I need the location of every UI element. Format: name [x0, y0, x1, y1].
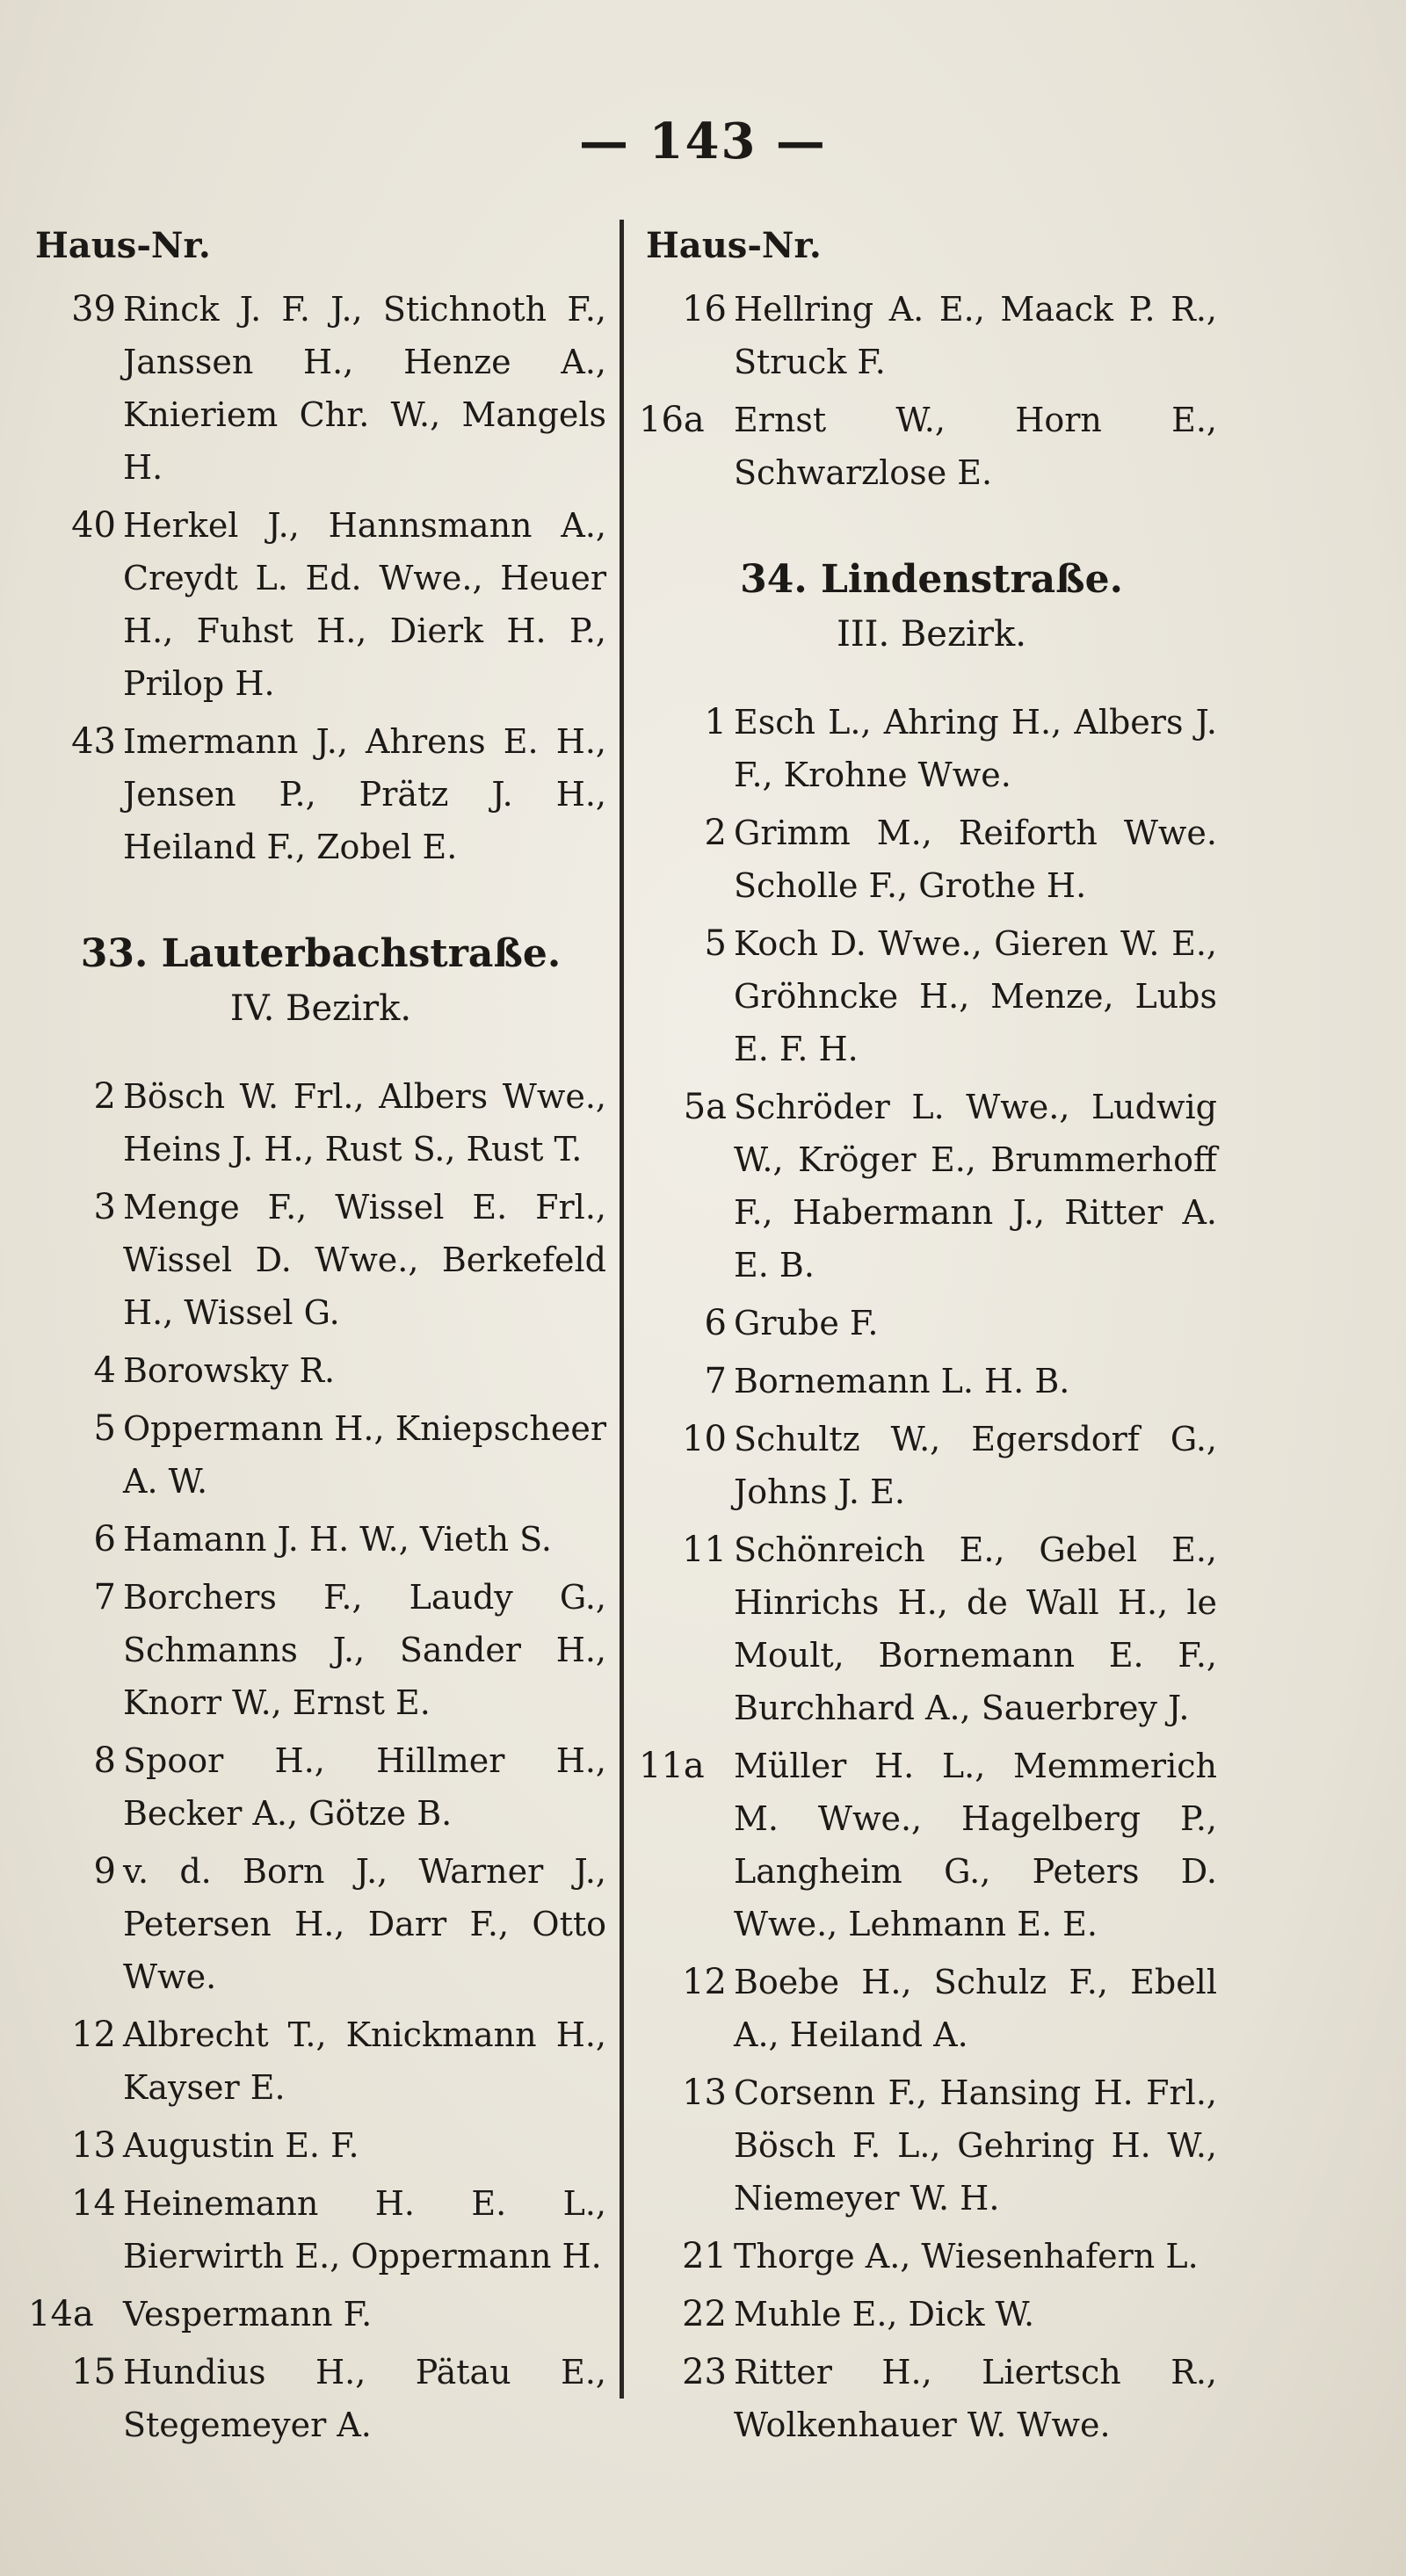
resident-names: Hamann J. H. W., Vieth S.	[123, 1520, 552, 1559]
column-divider	[620, 220, 624, 2399]
house-entry	[35, 2346, 606, 2451]
resident-names: Boebe H., Schulz F., Ebell A., Heiland A.	[734, 1963, 1217, 2054]
house-number: 2	[93, 1076, 116, 1117]
house-entry	[646, 1297, 1217, 1350]
house-entry	[646, 1355, 1217, 1407]
house-number: 5	[93, 1408, 116, 1449]
resident-names: Muhle E., Dick W.	[734, 2295, 1035, 2334]
house-entry	[35, 1845, 606, 2003]
house-entry	[646, 2346, 1217, 2451]
house-entry	[35, 1402, 606, 1508]
left-section-heading	[35, 926, 606, 1035]
house-entry	[35, 1181, 606, 1339]
house-entry	[35, 1344, 606, 1397]
house-entry	[35, 1513, 606, 1566]
resident-names: Hellring A. E., Maack P. R., Struck F.	[734, 290, 1217, 381]
right-section-heading	[646, 552, 1217, 661]
house-number: 11	[682, 1530, 727, 1570]
resident-names: Heinemann H. E. L., Bierwirth E., Oppermann H.	[123, 2184, 606, 2276]
house-number: 13	[682, 2073, 727, 2113]
resident-names: Albrecht T., Knickmann H., Kayser E.	[123, 2015, 606, 2107]
house-entry	[646, 1523, 1217, 1734]
house-number: 21	[682, 2236, 727, 2276]
house-number: 5	[704, 923, 727, 964]
section-subtitle: IV. Bezirk.	[229, 988, 412, 1029]
house-number: 6	[93, 1519, 116, 1559]
house-number: 14a	[28, 2294, 94, 2334]
resident-names: Schönreich E., Gebel E., Hinrichs H., de Wall H., le Moult, Bornemann E. F., Burchhard A., Sauerbrey J.	[734, 1530, 1217, 1727]
resident-names: Hundius H., Pätau E., Stegemeyer A.	[123, 2353, 606, 2444]
house-entry	[35, 2119, 606, 2172]
house-number: 5a	[683, 1087, 727, 1127]
house-number: 7	[704, 1361, 727, 1401]
resident-names: Grimm M., Reiforth Wwe. Scholle F., Grothe H.	[734, 814, 1217, 905]
resident-names: Ritter H., Liertsch R., Wolkenhauer W. Wwe.	[734, 2353, 1217, 2444]
resident-names: Koch D. Wwe., Gieren W. E., Gröhncke H., Menze, Lubs E. F. H.	[734, 924, 1217, 1068]
resident-names: Oppermann H., Kniepscheer A. W.	[123, 1409, 606, 1501]
house-number: 16	[682, 289, 727, 329]
house-number: 39	[71, 289, 116, 329]
resident-names: Corsenn F., Hansing H. Frl., Bösch F. L., Gehring H. W., Niemeyer W. H.	[734, 2073, 1217, 2218]
house-number: 11a	[639, 1746, 705, 1786]
house-number: 13	[71, 2125, 116, 2166]
house-entry	[646, 1413, 1217, 1518]
house-number: 7	[93, 1577, 116, 1617]
resident-names: Borchers F., Laudy G., Schmanns J., Sander H., Knorr W., Ernst E.	[123, 1578, 606, 1722]
resident-names: Schultz W., Egersdorf G., Johns J. E.	[734, 1420, 1217, 1511]
resident-names: Spoor H., Hillmer H., Becker A., Götze B.	[123, 1741, 606, 1833]
house-number: 23	[682, 2352, 727, 2392]
house-entry	[35, 2177, 606, 2283]
resident-names: Imermann J., Ahrens E. H., Jensen P., Prätz J. H., Heiland F., Zobel E.	[123, 722, 606, 866]
house-entry	[35, 283, 606, 494]
house-number: 3	[93, 1187, 116, 1227]
house-entry	[35, 1070, 606, 1176]
house-number: 12	[71, 2015, 116, 2055]
house-number: 6	[704, 1303, 727, 1343]
house-number: 4	[93, 1350, 116, 1391]
house-entry	[646, 1081, 1217, 1292]
house-entry	[639, 1740, 1217, 1950]
house-entry	[646, 807, 1217, 912]
page-number: — 143 —	[579, 112, 827, 170]
house-number: 12	[682, 1962, 727, 2002]
section-title: 33. Lauterbachstraße.	[80, 931, 562, 976]
right-column	[639, 220, 1217, 2457]
resident-names: Bornemann L. H. B.	[734, 1362, 1070, 1400]
resident-names: Schröder L. Wwe., Ludwig W., Kröger E., Brummerhoff F., Habermann J., Ritter A. E. B.	[734, 1088, 1217, 1284]
house-number: 1	[704, 702, 727, 742]
house-entry	[28, 2288, 606, 2341]
resident-names: Thorge A., Wiesenhafern L.	[734, 2237, 1199, 2276]
house-entry	[639, 394, 1217, 499]
house-number: 2	[704, 813, 727, 853]
house-entry	[35, 1571, 606, 1729]
resident-names: Müller H. L., Memmerich M. Wwe., Hagelberg P., Langheim G., Peters D. Wwe., Lehmann E. E.	[734, 1747, 1217, 1943]
resident-names: Grube F.	[734, 1304, 879, 1342]
house-number: 14	[71, 2183, 116, 2224]
house-number: 16a	[639, 400, 705, 440]
section-subtitle: III. Bezirk.	[837, 614, 1026, 655]
resident-names: Bösch W. Frl., Albers Wwe., Heins J. H., Rust S., Rust T.	[123, 1077, 606, 1169]
left-column	[28, 220, 606, 2457]
resident-names: Vespermann F.	[123, 2295, 373, 2334]
house-entry	[35, 1734, 606, 1840]
house-entry	[35, 499, 606, 710]
resident-names: Augustin E. F.	[123, 2126, 359, 2165]
right-top-entries	[639, 283, 1217, 499]
house-number: 10	[682, 1419, 727, 1459]
left-top-entries	[35, 283, 606, 873]
resident-names: v. d. Born J., Warner J., Petersen H., Darr F., Otto Wwe.	[123, 1852, 606, 1996]
left-section-entries	[28, 1070, 606, 2451]
house-entry	[646, 283, 1217, 388]
resident-names: Ernst W., Horn E., Schwarzlose E.	[734, 401, 1217, 492]
house-number: 22	[682, 2294, 727, 2334]
section-title: 34. Lindenstraße.	[740, 557, 1123, 602]
house-number: 8	[93, 1740, 116, 1781]
house-entry	[646, 2066, 1217, 2225]
resident-names: Menge F., Wissel E. Frl., Wissel D. Wwe., Berkefeld H., Wissel G.	[123, 1188, 606, 1332]
house-number: 15	[71, 2352, 116, 2392]
house-entry	[646, 917, 1217, 1075]
house-entry	[646, 696, 1217, 801]
right-section-entries	[639, 696, 1217, 2451]
house-entry	[35, 715, 606, 873]
house-entry	[646, 2230, 1217, 2283]
resident-names: Herkel J., Hannsmann A., Creydt L. Ed. Wwe., Heuer H., Fuhst H., Dierk H. P., Prilop H.	[123, 506, 606, 703]
resident-names: Esch L., Ahring H., Albers J. F., Krohne Wwe.	[734, 703, 1217, 794]
house-entry	[646, 2288, 1217, 2341]
right-column-header: Haus-Nr.	[646, 225, 822, 266]
left-column-header: Haus-Nr.	[35, 225, 211, 266]
house-number: 40	[71, 505, 116, 546]
house-number: 9	[93, 1851, 116, 1892]
house-entry	[35, 2008, 606, 2114]
house-entry	[646, 1956, 1217, 2061]
resident-names: Borowsky R.	[123, 1351, 336, 1390]
house-number: 43	[71, 721, 116, 762]
resident-names: Rinck J. F. J., Stichnoth F., Janssen H., Henze A., Knieriem Chr. W., Mangels H.	[123, 290, 606, 487]
